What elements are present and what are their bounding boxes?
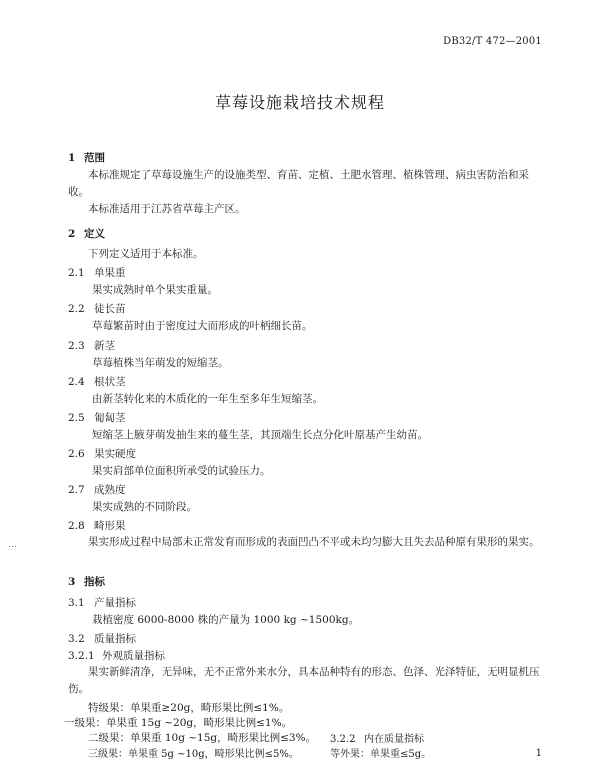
section-1-paragraph-2: 本标准适用于江苏省草莓主产区。 xyxy=(88,203,246,215)
definition-2-8-term: 2.8 畸形果 xyxy=(68,520,126,532)
section-number: 3 xyxy=(68,576,76,588)
definition-2-4-desc: 由新茎转化来的木质化的一年生至多年生短缩茎。 xyxy=(92,393,323,405)
definition-2-4-term: 2.4 根状茎 xyxy=(68,376,126,388)
grade-special: 特级果：单果重≥20g，畸形果比例≤1%。 xyxy=(88,702,290,714)
subsection-3-2-1-paragraph: 果实新鲜清净，无异味，无不正常外来水分，具本品种特有的形态、色泽、光泽特征，无明显机压伤。 xyxy=(68,666,540,695)
definition-2-7-desc: 果实成熟的不同阶段。 xyxy=(92,501,197,513)
subsection-3-2-1-title: 3.2.1 外观质量指标 xyxy=(68,650,165,662)
definition-2-1-desc: 果实成熟时单个果实重量。 xyxy=(92,284,218,296)
section-1-heading xyxy=(68,150,105,165)
section-number: 2 xyxy=(68,228,76,240)
definition-2-6-term: 2.6 果实硬度 xyxy=(68,448,136,460)
section-2-intro: 下列定义适用于本标准。 xyxy=(88,248,204,260)
subsection-3-2-title: 3.2 质量指标 xyxy=(68,633,136,645)
binding-mark: … xyxy=(8,540,17,550)
definition-2-5-term: 2.5 匍匐茎 xyxy=(68,412,126,424)
section-2-heading xyxy=(68,226,105,241)
page-number: 1 xyxy=(535,748,542,759)
document-code: DB32/T 472—2001 xyxy=(443,36,542,47)
grade-third: 三级果：单果重 5g ~10g，畸形果比例≤5%。 xyxy=(88,749,299,760)
definition-2-5-desc: 短缩茎上腋芽萌发抽生来的蔓生茎，其顶端生长点分化叶原基产生幼苗。 xyxy=(92,429,428,441)
section-title: 指标 xyxy=(84,576,105,588)
definition-2-1-term: 2.1 单果重 xyxy=(68,267,126,279)
definition-2-6-desc: 果实肩部单位面积所承受的试验压力。 xyxy=(92,465,271,477)
section-3-heading xyxy=(68,574,105,589)
definition-2-3-desc: 草莓植株当年萌发的短缩茎。 xyxy=(92,357,229,369)
definition-2-8-desc: 果实形成过程中局部未正常发育而形成的表面凹凸不平或未均匀膨大且失去品种原有果形的果实。 xyxy=(88,536,540,548)
definition-2-2-term: 2.2 徒长苗 xyxy=(68,303,126,315)
section-1-paragraph-1: 本标准规定了草莓设施生产的设施类型、育苗、定植、土肥水管理、植株管理、病虫害防治和采收。 xyxy=(68,169,529,198)
subsection-3-1-text: 栽植密度 6000-8000 株的产量为 1000 kg ~1500kg。 xyxy=(92,614,360,626)
section-title: 范围 xyxy=(84,152,105,164)
subsection-3-1-title: 3.1 产量指标 xyxy=(68,597,136,609)
definition-2-7-term: 2.7 成熟度 xyxy=(68,484,126,496)
section-title: 定义 xyxy=(84,228,105,240)
subsection-3-2-2-title: 3.2.2 内在质量指标 xyxy=(330,734,424,745)
grade-second: 二级果：单果重 10g ~15g，畸形果比例≤3%。 xyxy=(88,732,317,744)
document-title: 草莓设施栽培技术规程 xyxy=(214,93,385,112)
grade-first: 一级果：单果重 15g ~20g，畸形果比例≤1%。 xyxy=(64,717,293,729)
definition-2-2-desc: 草莓繁苗时由于密度过大而形成的叶柄细长苗。 xyxy=(92,320,313,332)
section-number: 1 xyxy=(68,152,76,164)
definition-2-3-term: 2.3 新茎 xyxy=(68,340,115,352)
grade-other: 等外果：单果重≤5g。 xyxy=(330,749,432,760)
